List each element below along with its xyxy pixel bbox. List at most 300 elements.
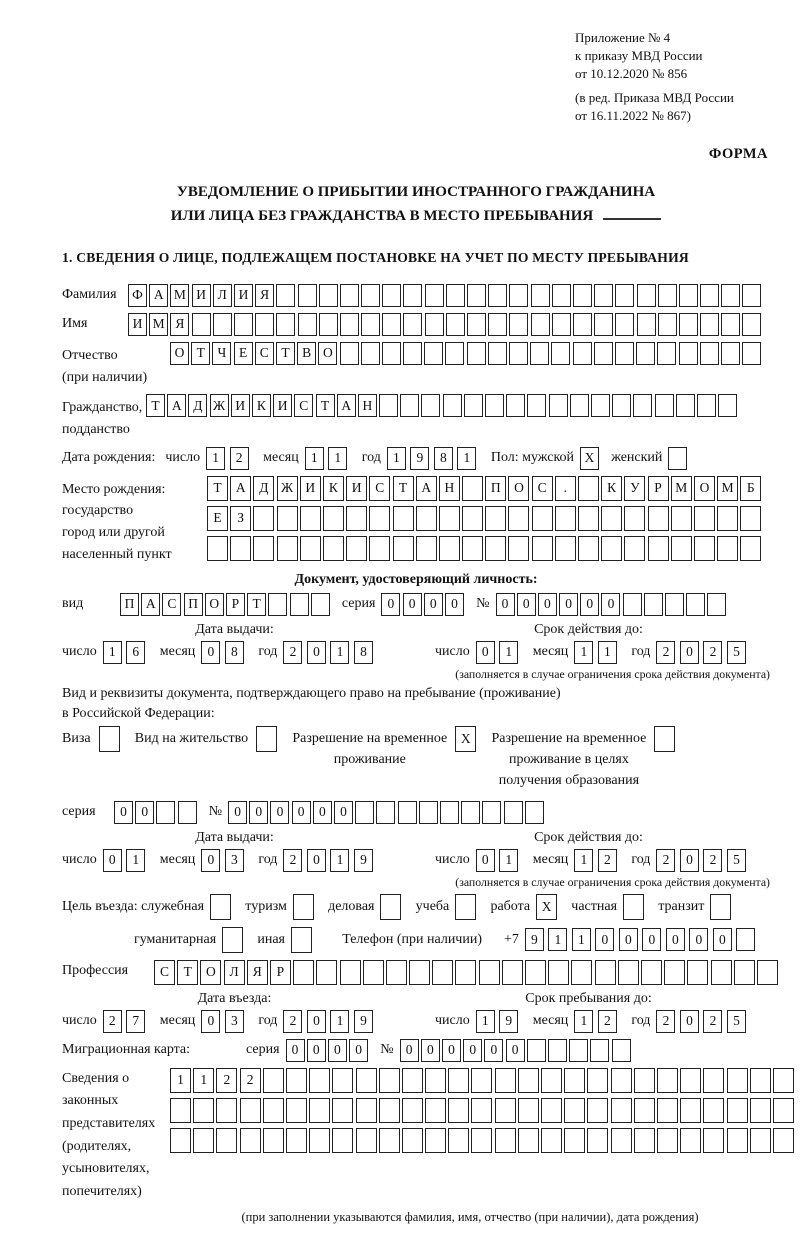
char-cell[interactable]: 6 — [126, 641, 145, 664]
char-cell[interactable] — [658, 313, 677, 336]
char-cell[interactable] — [216, 1128, 237, 1153]
char-cell[interactable] — [495, 1128, 516, 1153]
char-cell[interactable] — [686, 593, 705, 616]
char-cell[interactable] — [403, 313, 422, 336]
char-cell[interactable]: Ж — [277, 476, 298, 501]
char-cell[interactable] — [340, 313, 359, 336]
char-cell[interactable]: 2 — [230, 447, 249, 470]
char-cell[interactable] — [467, 284, 486, 307]
purpose-work-checkbox[interactable] — [536, 894, 559, 920]
char-cell[interactable] — [455, 894, 476, 920]
char-cell[interactable]: 1 — [193, 1068, 214, 1093]
char-cell[interactable] — [192, 313, 211, 336]
entry-year-input[interactable] — [283, 1010, 377, 1033]
char-cell[interactable] — [697, 394, 716, 417]
char-cell[interactable] — [240, 1098, 261, 1123]
char-cell[interactable] — [293, 960, 314, 985]
mig-series-input[interactable] — [286, 1039, 371, 1062]
char-cell[interactable] — [276, 313, 295, 336]
char-cell[interactable]: 1 — [574, 849, 593, 872]
char-cell[interactable]: 0 — [307, 1010, 326, 1033]
char-cell[interactable] — [679, 284, 698, 307]
char-cell[interactable] — [773, 1068, 794, 1093]
char-cell[interactable] — [727, 1068, 748, 1093]
stay-month-input[interactable] — [574, 1010, 621, 1033]
char-cell[interactable]: 2 — [103, 1010, 122, 1033]
char-cell[interactable] — [552, 284, 571, 307]
char-cell[interactable] — [750, 1068, 771, 1093]
char-cell[interactable] — [309, 1128, 330, 1153]
res-valid-year-input[interactable] — [656, 849, 750, 872]
doc-number-input[interactable] — [496, 593, 729, 616]
profession-input[interactable] — [154, 960, 780, 985]
char-cell[interactable] — [734, 960, 755, 985]
char-cell[interactable] — [316, 960, 337, 985]
char-cell[interactable] — [382, 313, 401, 336]
char-cell[interactable]: X — [580, 447, 599, 470]
surname-input[interactable] — [128, 284, 764, 307]
char-cell[interactable]: С — [369, 476, 390, 501]
char-cell[interactable] — [502, 960, 523, 985]
char-cell[interactable]: Н — [439, 476, 460, 501]
char-cell[interactable]: 1 — [499, 641, 518, 664]
char-cell[interactable] — [416, 536, 437, 561]
char-cell[interactable] — [707, 593, 726, 616]
char-cell[interactable]: 0 — [328, 1039, 347, 1062]
char-cell[interactable]: 0 — [270, 801, 289, 824]
char-cell[interactable] — [356, 1098, 377, 1123]
char-cell[interactable]: 2 — [283, 641, 302, 664]
char-cell[interactable] — [479, 960, 500, 985]
char-cell[interactable]: Т — [146, 394, 165, 417]
char-cell[interactable] — [679, 313, 698, 336]
char-cell[interactable]: 0 — [292, 801, 311, 824]
char-cell[interactable]: 0 — [680, 641, 699, 664]
char-cell[interactable] — [541, 1068, 562, 1093]
char-cell[interactable]: 5 — [727, 849, 746, 872]
char-cell[interactable]: Я — [170, 313, 189, 336]
char-cell[interactable]: 0 — [580, 593, 599, 616]
char-cell[interactable] — [750, 1128, 771, 1153]
char-cell[interactable]: 0 — [424, 593, 443, 616]
char-cell[interactable] — [611, 1098, 632, 1123]
char-cell[interactable]: С — [255, 342, 274, 365]
char-cell[interactable] — [464, 394, 483, 417]
char-cell[interactable]: 3 — [225, 1010, 244, 1033]
res-valid-day-input[interactable] — [476, 849, 523, 872]
char-cell[interactable]: 9 — [354, 849, 373, 872]
char-cell[interactable] — [471, 1128, 492, 1153]
char-cell[interactable]: А — [337, 394, 356, 417]
char-cell[interactable] — [578, 476, 599, 501]
char-cell[interactable] — [657, 1068, 678, 1093]
char-cell[interactable]: 1 — [170, 1068, 191, 1093]
doc-valid-month-input[interactable] — [574, 641, 621, 664]
char-cell[interactable] — [595, 960, 616, 985]
char-cell[interactable]: Ж — [210, 394, 229, 417]
char-cell[interactable] — [446, 284, 465, 307]
doc-issue-day-input[interactable] — [103, 641, 150, 664]
res-issue-day-input[interactable] — [103, 849, 150, 872]
char-cell[interactable] — [657, 342, 676, 365]
char-cell[interactable] — [488, 284, 507, 307]
char-cell[interactable] — [462, 536, 483, 561]
char-cell[interactable]: 0 — [713, 928, 732, 951]
phone-input[interactable] — [525, 928, 760, 951]
char-cell[interactable]: Б — [740, 476, 761, 501]
char-cell[interactable] — [623, 593, 642, 616]
char-cell[interactable]: С — [294, 394, 313, 417]
char-cell[interactable] — [402, 1068, 423, 1093]
char-cell[interactable]: Р — [648, 476, 669, 501]
char-cell[interactable] — [634, 1098, 655, 1123]
char-cell[interactable]: 0 — [496, 593, 515, 616]
char-cell[interactable]: М — [717, 476, 738, 501]
char-cell[interactable] — [216, 1098, 237, 1123]
char-cell[interactable] — [703, 1098, 724, 1123]
char-cell[interactable] — [668, 447, 687, 470]
char-cell[interactable]: 2 — [240, 1068, 261, 1093]
char-cell[interactable] — [551, 342, 570, 365]
char-cell[interactable]: Т — [393, 476, 414, 501]
name-input[interactable] — [128, 313, 764, 336]
char-cell[interactable] — [648, 506, 669, 531]
char-cell[interactable] — [277, 506, 298, 531]
char-cell[interactable] — [443, 394, 462, 417]
char-cell[interactable]: П — [485, 476, 506, 501]
char-cell[interactable]: 0 — [559, 593, 578, 616]
char-cell[interactable] — [665, 593, 684, 616]
char-cell[interactable]: 2 — [598, 1010, 617, 1033]
char-cell[interactable] — [573, 342, 592, 365]
char-cell[interactable] — [386, 960, 407, 985]
char-cell[interactable] — [439, 536, 460, 561]
char-cell[interactable]: Ч — [212, 342, 231, 365]
char-cell[interactable] — [700, 313, 719, 336]
char-cell[interactable] — [555, 506, 576, 531]
char-cell[interactable] — [555, 536, 576, 561]
citizenship-input[interactable] — [146, 394, 739, 417]
char-cell[interactable] — [601, 536, 622, 561]
char-cell[interactable] — [300, 536, 321, 561]
char-cell[interactable] — [393, 536, 414, 561]
char-cell[interactable] — [525, 801, 544, 824]
char-cell[interactable]: Т — [247, 593, 266, 616]
char-cell[interactable] — [230, 536, 251, 561]
res-issue-year-input[interactable] — [283, 849, 377, 872]
char-cell[interactable] — [432, 960, 453, 985]
birth-year-input[interactable] — [387, 447, 481, 470]
char-cell[interactable] — [293, 894, 314, 920]
char-cell[interactable]: 0 — [400, 1039, 419, 1062]
char-cell[interactable] — [573, 313, 592, 336]
char-cell[interactable] — [654, 726, 675, 752]
char-cell[interactable]: 0 — [103, 849, 122, 872]
res-valid-month-input[interactable] — [574, 849, 621, 872]
stay-year-input[interactable] — [656, 1010, 750, 1033]
char-cell[interactable] — [591, 394, 610, 417]
char-cell[interactable] — [525, 960, 546, 985]
sex-male-checkbox[interactable] — [580, 447, 601, 470]
char-cell[interactable]: 0 — [403, 593, 422, 616]
char-cell[interactable] — [671, 506, 692, 531]
char-cell[interactable]: Н — [358, 394, 377, 417]
char-cell[interactable] — [532, 506, 553, 531]
char-cell[interactable] — [263, 1098, 284, 1123]
char-cell[interactable] — [657, 1098, 678, 1123]
entry-day-input[interactable] — [103, 1010, 150, 1033]
char-cell[interactable]: 1 — [387, 447, 406, 470]
char-cell[interactable]: 2 — [656, 1010, 675, 1033]
purpose-transit-checkbox[interactable] — [710, 894, 733, 920]
char-cell[interactable]: 5 — [727, 641, 746, 664]
char-cell[interactable] — [300, 506, 321, 531]
char-cell[interactable] — [425, 1128, 446, 1153]
char-cell[interactable] — [718, 394, 737, 417]
char-cell[interactable]: Я — [247, 960, 268, 985]
char-cell[interactable] — [727, 1128, 748, 1153]
char-cell[interactable] — [590, 1039, 609, 1062]
char-cell[interactable] — [634, 1128, 655, 1153]
doc-issue-month-input[interactable] — [201, 641, 248, 664]
char-cell[interactable]: А — [167, 394, 186, 417]
char-cell[interactable] — [636, 342, 655, 365]
char-cell[interactable]: 8 — [225, 641, 244, 664]
char-cell[interactable] — [750, 1098, 771, 1123]
char-cell[interactable]: Т — [191, 342, 210, 365]
char-cell[interactable]: 0 — [249, 801, 268, 824]
char-cell[interactable]: И — [300, 476, 321, 501]
char-cell[interactable] — [156, 801, 175, 824]
edu-permit-checkbox[interactable] — [654, 726, 677, 752]
char-cell[interactable]: Р — [226, 593, 245, 616]
char-cell[interactable] — [340, 342, 359, 365]
char-cell[interactable] — [263, 1128, 284, 1153]
char-cell[interactable] — [530, 342, 549, 365]
char-cell[interactable] — [471, 1068, 492, 1093]
temp-permit-checkbox[interactable] — [455, 726, 478, 752]
char-cell[interactable] — [425, 313, 444, 336]
char-cell[interactable]: И — [231, 394, 250, 417]
char-cell[interactable]: 1 — [574, 641, 593, 664]
char-cell[interactable] — [587, 1128, 608, 1153]
entry-month-input[interactable] — [201, 1010, 248, 1033]
char-cell[interactable] — [323, 506, 344, 531]
char-cell[interactable]: Т — [177, 960, 198, 985]
char-cell[interactable] — [439, 506, 460, 531]
char-cell[interactable]: 2 — [656, 641, 675, 664]
char-cell[interactable] — [462, 476, 483, 501]
char-cell[interactable] — [356, 1128, 377, 1153]
char-cell[interactable]: Д — [188, 394, 207, 417]
char-cell[interactable] — [448, 1098, 469, 1123]
doc-valid-year-input[interactable] — [656, 641, 750, 664]
char-cell[interactable]: 2 — [283, 1010, 302, 1033]
char-cell[interactable]: 2 — [598, 849, 617, 872]
char-cell[interactable] — [286, 1098, 307, 1123]
char-cell[interactable] — [615, 313, 634, 336]
char-cell[interactable]: 0 — [442, 1039, 461, 1062]
char-cell[interactable] — [355, 801, 374, 824]
purpose-official-checkbox[interactable] — [210, 894, 233, 920]
char-cell[interactable] — [680, 1098, 701, 1123]
char-cell[interactable] — [495, 1068, 516, 1093]
char-cell[interactable] — [742, 313, 761, 336]
char-cell[interactable]: О — [508, 476, 529, 501]
char-cell[interactable] — [421, 394, 440, 417]
char-cell[interactable]: 1 — [305, 447, 324, 470]
char-cell[interactable]: 0 — [421, 1039, 440, 1062]
char-cell[interactable] — [253, 536, 274, 561]
char-cell[interactable]: 2 — [703, 849, 722, 872]
char-cell[interactable] — [564, 1128, 585, 1153]
char-cell[interactable] — [99, 726, 120, 752]
char-cell[interactable]: Ф — [128, 284, 147, 307]
char-cell[interactable] — [624, 506, 645, 531]
char-cell[interactable] — [680, 1068, 701, 1093]
char-cell[interactable]: М — [149, 313, 168, 336]
char-cell[interactable] — [721, 313, 740, 336]
char-cell[interactable]: 7 — [126, 1010, 145, 1033]
char-cell[interactable]: 2 — [216, 1068, 237, 1093]
char-cell[interactable]: 8 — [434, 447, 453, 470]
char-cell[interactable]: 0 — [307, 1039, 326, 1062]
char-cell[interactable] — [587, 1098, 608, 1123]
char-cell[interactable]: 1 — [330, 1010, 349, 1033]
char-cell[interactable] — [495, 1098, 516, 1123]
char-cell[interactable] — [403, 284, 422, 307]
char-cell[interactable] — [573, 284, 592, 307]
char-cell[interactable] — [548, 960, 569, 985]
char-cell[interactable]: 9 — [354, 1010, 373, 1033]
birth-place-row1-input[interactable] — [207, 476, 764, 501]
char-cell[interactable] — [578, 506, 599, 531]
char-cell[interactable] — [611, 1068, 632, 1093]
char-cell[interactable]: 0 — [517, 593, 536, 616]
char-cell[interactable] — [594, 284, 613, 307]
char-cell[interactable] — [213, 313, 232, 336]
char-cell[interactable] — [532, 536, 553, 561]
char-cell[interactable]: 9 — [499, 1010, 518, 1033]
char-cell[interactable]: С — [154, 960, 175, 985]
char-cell[interactable] — [488, 313, 507, 336]
char-cell[interactable]: 1 — [574, 1010, 593, 1033]
char-cell[interactable] — [409, 960, 430, 985]
char-cell[interactable]: Т — [316, 394, 335, 417]
char-cell[interactable] — [298, 313, 317, 336]
char-cell[interactable] — [424, 342, 443, 365]
char-cell[interactable] — [240, 1128, 261, 1153]
char-cell[interactable]: 0 — [476, 849, 495, 872]
char-cell[interactable] — [178, 801, 197, 824]
char-cell[interactable] — [361, 342, 380, 365]
char-cell[interactable] — [612, 394, 631, 417]
char-cell[interactable]: 1 — [330, 641, 349, 664]
char-cell[interactable] — [717, 536, 738, 561]
char-cell[interactable] — [398, 801, 417, 824]
char-cell[interactable] — [425, 1098, 446, 1123]
char-cell[interactable]: 0 — [445, 593, 464, 616]
char-cell[interactable] — [624, 536, 645, 561]
char-cell[interactable] — [527, 1039, 546, 1062]
char-cell[interactable]: 0 — [201, 1010, 220, 1033]
char-cell[interactable]: 1 — [103, 641, 122, 664]
char-cell[interactable]: 0 — [506, 1039, 525, 1062]
char-cell[interactable]: . — [555, 476, 576, 501]
char-cell[interactable]: О — [694, 476, 715, 501]
char-cell[interactable]: 0 — [307, 641, 326, 664]
purpose-study-checkbox[interactable] — [455, 894, 478, 920]
char-cell[interactable] — [570, 394, 589, 417]
char-cell[interactable]: 0 — [114, 801, 133, 824]
char-cell[interactable] — [382, 284, 401, 307]
char-cell[interactable] — [277, 536, 298, 561]
char-cell[interactable] — [703, 1068, 724, 1093]
char-cell[interactable] — [332, 1068, 353, 1093]
char-cell[interactable]: 0 — [680, 849, 699, 872]
char-cell[interactable]: 2 — [656, 849, 675, 872]
char-cell[interactable] — [569, 1039, 588, 1062]
char-cell[interactable]: 0 — [334, 801, 353, 824]
char-cell[interactable]: 0 — [201, 849, 220, 872]
char-cell[interactable] — [340, 284, 359, 307]
char-cell[interactable] — [644, 593, 663, 616]
char-cell[interactable]: М — [170, 284, 189, 307]
char-cell[interactable]: Л — [213, 284, 232, 307]
char-cell[interactable]: X — [536, 894, 557, 920]
char-cell[interactable] — [687, 960, 708, 985]
char-cell[interactable]: 0 — [307, 849, 326, 872]
char-cell[interactable] — [594, 342, 613, 365]
char-cell[interactable] — [440, 801, 459, 824]
rep-row2-input[interactable] — [170, 1098, 796, 1123]
char-cell[interactable] — [488, 342, 507, 365]
char-cell[interactable] — [740, 506, 761, 531]
char-cell[interactable] — [193, 1098, 214, 1123]
char-cell[interactable] — [253, 506, 274, 531]
char-cell[interactable]: П — [184, 593, 203, 616]
rep-row3-input[interactable] — [170, 1128, 796, 1153]
char-cell[interactable] — [256, 726, 277, 752]
char-cell[interactable] — [485, 536, 506, 561]
char-cell[interactable] — [234, 313, 253, 336]
char-cell[interactable]: 1 — [572, 928, 591, 951]
char-cell[interactable]: У — [624, 476, 645, 501]
char-cell[interactable] — [548, 1039, 567, 1062]
char-cell[interactable] — [655, 394, 674, 417]
char-cell[interactable]: 1 — [457, 447, 476, 470]
purpose-private-checkbox[interactable] — [623, 894, 646, 920]
char-cell[interactable]: К — [252, 394, 271, 417]
char-cell[interactable] — [193, 1128, 214, 1153]
char-cell[interactable] — [552, 313, 571, 336]
char-cell[interactable] — [332, 1128, 353, 1153]
char-cell[interactable] — [210, 894, 231, 920]
char-cell[interactable] — [363, 960, 384, 985]
char-cell[interactable]: И — [273, 394, 292, 417]
char-cell[interactable]: 1 — [330, 849, 349, 872]
char-cell[interactable] — [717, 506, 738, 531]
res-number-input[interactable] — [228, 801, 546, 824]
char-cell[interactable]: А — [149, 284, 168, 307]
char-cell[interactable] — [376, 801, 395, 824]
char-cell[interactable]: 0 — [666, 928, 685, 951]
char-cell[interactable]: 1 — [328, 447, 347, 470]
char-cell[interactable] — [207, 536, 228, 561]
stay-day-input[interactable] — [476, 1010, 523, 1033]
char-cell[interactable] — [700, 342, 719, 365]
char-cell[interactable] — [462, 506, 483, 531]
